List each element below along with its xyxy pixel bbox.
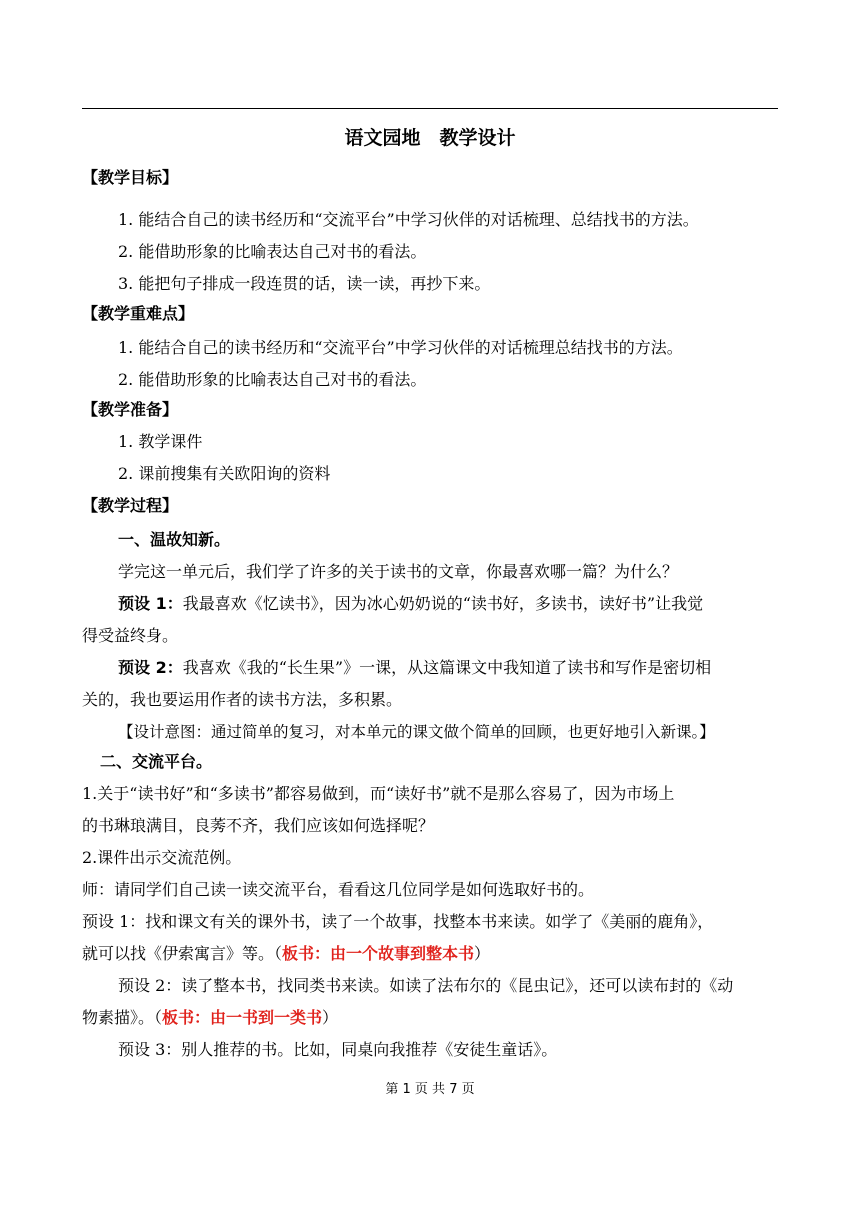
preset-text: 就可以找《伊索寓言》等。（ [82,944,283,963]
preset-label: 预设 1： [118,594,183,613]
preset-text: 我最喜欢《忆读书》，因为冰心奶奶说的“读书好，多读书，读好书”让我觉 [182,594,704,613]
objective-item: 3. 能把句子排成一段连贯的话，读一读，再抄下来。 [118,274,491,293]
preset-close: ） [474,944,491,963]
objectives-heading: 【教学目标】 [82,168,179,187]
key-points-heading: 【教学重难点】 [82,304,195,323]
part1-intro: 学完这一单元后，我们学了许多的关于读书的文章，你最喜欢哪一篇？为什么？ [118,562,679,581]
part1-preset2-continued: 关的，我也要运用作者的读书方法，多积累。 [82,690,403,709]
preset-close: ） [322,1008,339,1027]
part1-preset1-continued: 得受益终身。 [82,626,179,645]
preset-text: 物素描》。（ [82,1008,163,1027]
objective-item: 1. 能结合自己的读书经历和“交流平台”中学习伙伴的对话梳理、总结找书的方法。 [118,210,699,229]
part1-heading: 一、温故知新。 [118,530,231,549]
board-note: 板书：由一书到一类书 [162,1008,323,1027]
preset-label: 预设 2： [118,658,183,677]
document-title: 语文园地 教学设计 [344,127,516,149]
part1-preset2 [118,658,711,678]
preparation-item: 1. 教学课件 [118,432,203,451]
header-rule [82,108,778,109]
part2-preset3: 预设 3：别人推荐的书。比如，同桌向我推荐《安徒生童话》。 [118,1040,558,1059]
preset-text: 我喜欢《我的“长生果”》一课，从这篇课文中我知道了读书和写作是密切相 [182,658,712,677]
part2-preset1: 预设 1：找和课文有关的课外书，读了一个故事，找整本书来读。如学了《美丽的鹿角》， [82,912,714,931]
part2-question-2: 2.课件出示交流范例。 [82,848,242,867]
process-heading: 【教学过程】 [82,496,179,515]
preparation-item: 2. 课前搜集有关欧阳询的资料 [118,464,331,483]
design-intent-note: 【设计意图：通过简单的复习，对本单元的课文做个简单的回顾，也更好地引入新课。】 [118,723,715,741]
board-note: 板书：由一个故事到整本书 [282,944,475,963]
teacher-instruction: 师：请同学们自己读一读交流平台，看看这几位同学是如何选取好书的。 [82,880,595,899]
part2-question-1-continued: 的书琳琅满目，良莠不齐，我们应该如何选择呢？ [82,816,435,835]
preparation-heading: 【教学准备】 [82,400,179,419]
part2-heading: 二、交流平台。 [100,752,213,771]
part1-preset1 [118,594,703,614]
part2-preset2: 预设 2：读了整本书，找同类书来读。如读了法布尔的《昆虫记》，还可以读布封的《动 [118,976,734,995]
part2-question-1: 1.关于“读书好”和“多读书”都容易做到，而“读好书”就不是那么容易了，因为市场上 [82,784,675,803]
key-point-item: 2. 能借助形象的比喻表达自己对书的看法。 [118,370,427,389]
objective-item: 2. 能借助形象的比喻表达自己对书的看法。 [118,242,427,261]
page-footer: 第 1 页 共 7 页 [385,1082,475,1097]
key-point-item: 1. 能结合自己的读书经历和“交流平台”中学习伙伴的对话梳理总结找书的方法。 [118,338,683,357]
part2-preset1-continued [82,944,490,964]
part2-preset2-continued [82,1008,338,1028]
